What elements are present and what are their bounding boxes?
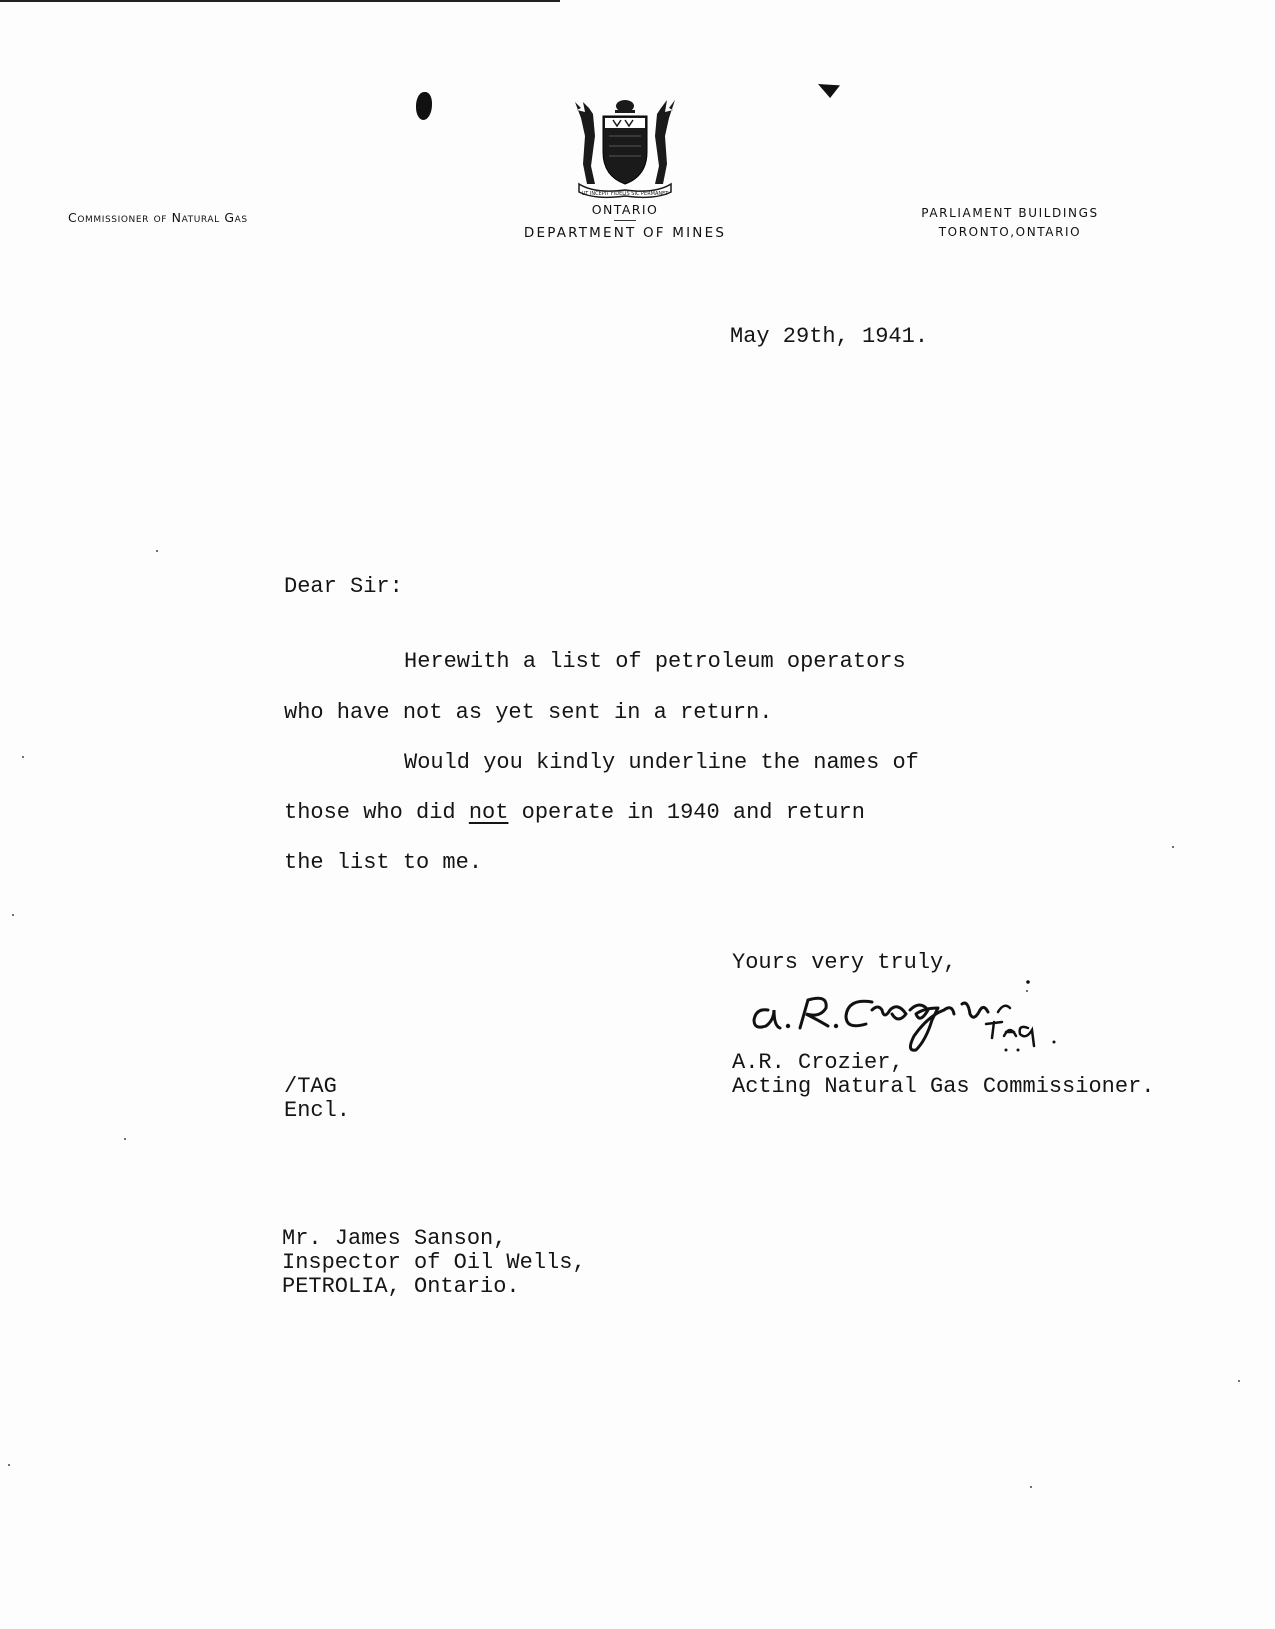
body-line-4-end: operate in 1940 and return (508, 800, 865, 825)
enclosure-note: Encl. (284, 1098, 351, 1123)
scan-edge-line (0, 0, 560, 2)
scan-speck (1030, 1486, 1032, 1488)
address-line-1: PARLIAMENT BUILDINGS (921, 206, 1099, 220)
salutation: Dear Sir: (284, 574, 403, 599)
letterhead-right (880, 204, 1140, 242)
body-line-5: the list to me. (284, 850, 483, 875)
ink-blot-right (818, 84, 840, 98)
handwritten-signature (748, 980, 1078, 1060)
letterhead-center (500, 96, 750, 241)
letterhead-left (68, 210, 248, 225)
body-line-4 (284, 800, 865, 825)
scan-speck (22, 756, 24, 758)
scan-speck (12, 914, 14, 916)
heading-divider (614, 220, 636, 221)
signer-title: Acting Natural Gas Commissioner. (732, 1074, 1155, 1099)
recipient-location: PETROLIA, Ontario. (282, 1274, 520, 1299)
scan-speck (1238, 1380, 1240, 1382)
address-line-2: TORONTO,ONTARIO (938, 225, 1082, 239)
ontario-heading: ONTARIO (591, 202, 659, 217)
body-line-2: who have not as yet sent in a return. (284, 700, 773, 725)
reference-initials: /TAG (284, 1074, 337, 1099)
scan-speck (1172, 846, 1174, 848)
scan-speck (156, 550, 158, 552)
recipient-name: Mr. James Sanson, (282, 1226, 507, 1251)
department-heading: DEPARTMENT OF MINES (523, 225, 727, 241)
underlined-not: not (468, 800, 509, 825)
ink-blot-left (416, 92, 432, 120)
body-line-4-start: those who did (284, 800, 469, 825)
commissioner-heading: Commissioner of Natural Gas (68, 210, 248, 225)
signer-name: A.R. Crozier, (732, 1050, 904, 1075)
scan-speck (1026, 990, 1028, 992)
recipient-position: Inspector of Oil Wells, (282, 1250, 586, 1275)
svg-text:UT INCEPIT FIDELIS SIC PERMANE: UT INCEPIT FIDELIS SIC PERMANET (581, 191, 669, 197)
scan-speck (8, 1464, 10, 1466)
body-line-3: Would you kindly underline the names of (404, 750, 919, 775)
letter-date: May 29th, 1941. (730, 324, 929, 349)
ontario-coat-of-arms-icon (565, 96, 685, 200)
body-line-1: Herewith a list of petroleum operators (404, 649, 906, 674)
scan-speck (124, 1138, 126, 1140)
closing: Yours very truly, (732, 950, 957, 975)
